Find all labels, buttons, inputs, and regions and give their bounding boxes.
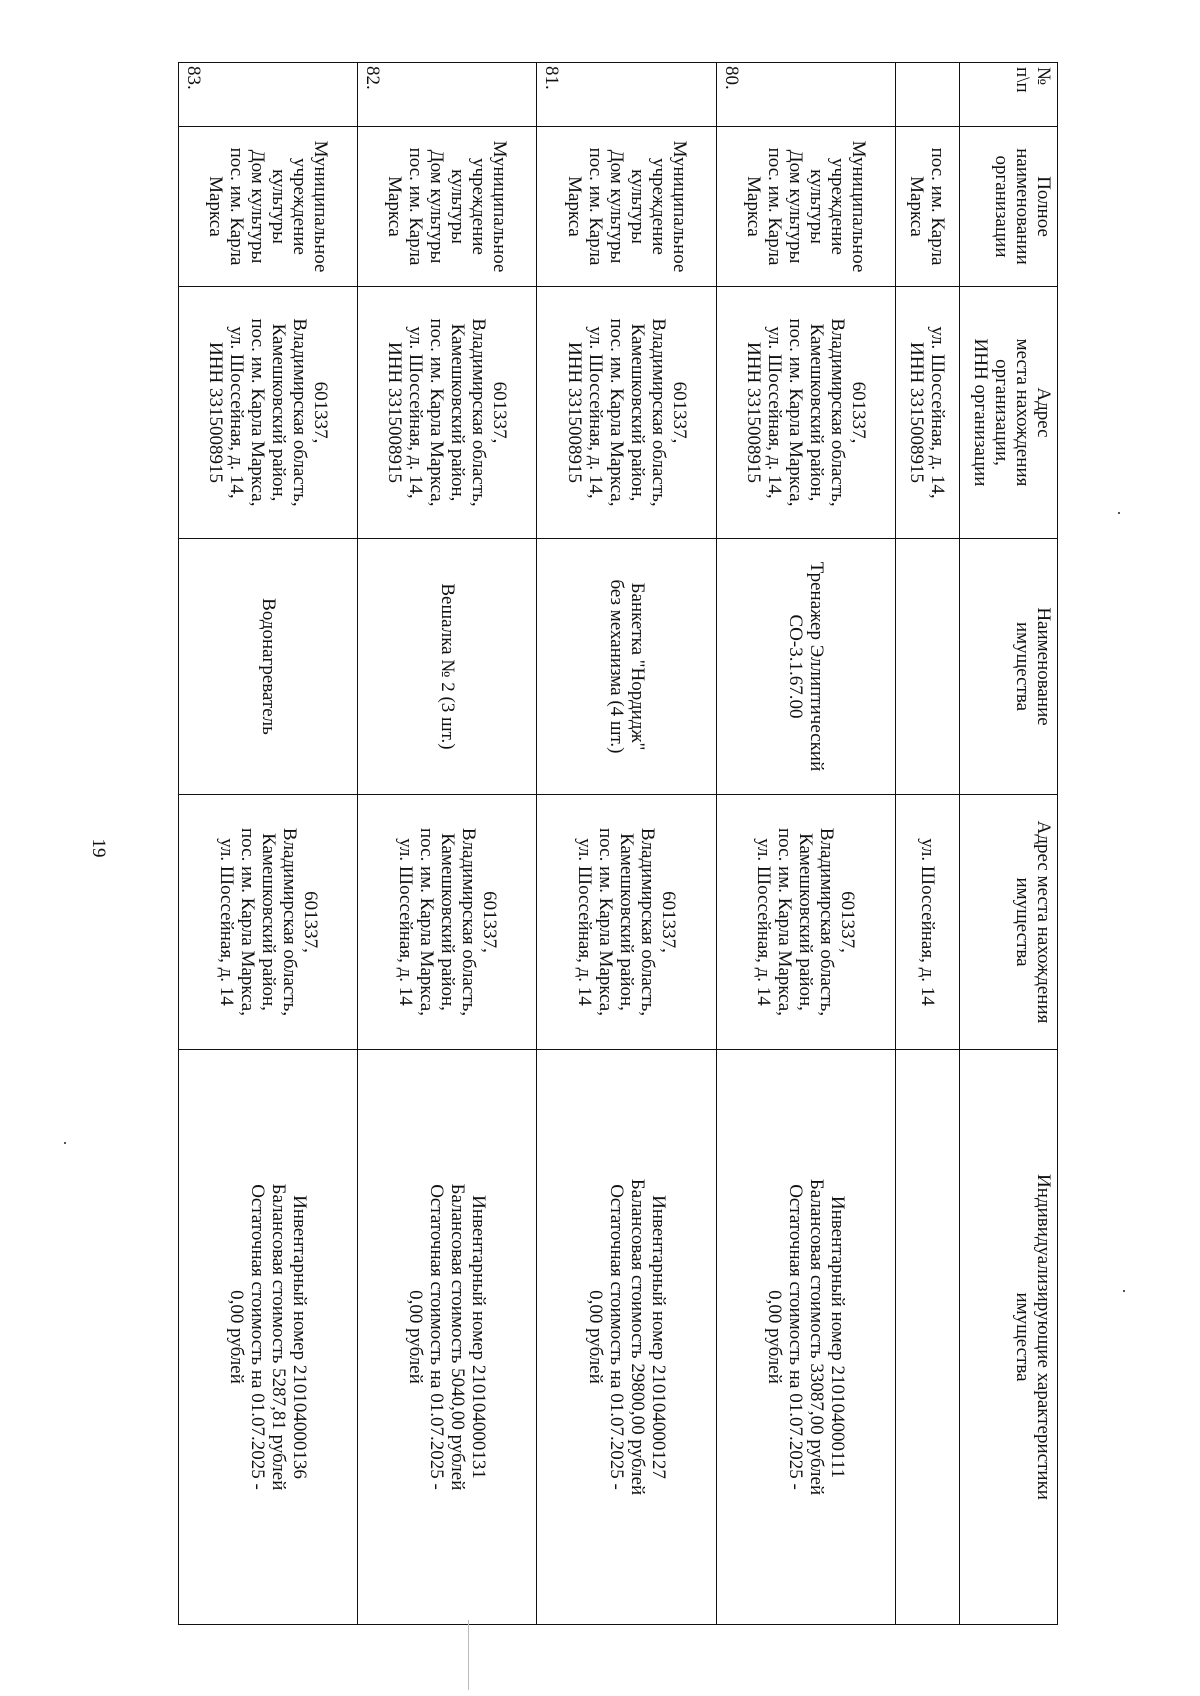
cell-org-name-line: Дом культуры [426, 149, 448, 264]
cell-org-address-line: пос. им. Карла Маркса, [605, 318, 627, 507]
cell-org-address-line: Камешковский район, [626, 323, 648, 502]
cell-characteristics-line: Остаточная стоимость на 01.07.2025 - [426, 1184, 448, 1490]
cell-characteristics-line: Инвентарный номер 210104000136 [289, 1195, 311, 1479]
cell-org-address [537, 287, 716, 539]
cell-property-name-line: Банкетка "Нордидж" [626, 582, 648, 751]
cell-property-address [179, 795, 358, 1050]
cell-org-address [358, 287, 537, 539]
cell-characteristics-line: Остаточная стоимость на 01.07.2025 - [605, 1184, 627, 1490]
cell-property-name-line: Вешалка № 2 (3 шт.) [436, 583, 458, 750]
property-table [178, 62, 1058, 1625]
cell-org-address [895, 287, 959, 539]
cell-property-address-line: Камешковский район, [795, 833, 817, 1011]
column-header-property-address [959, 795, 1057, 1050]
cell-org-name-line: пос. им. Карла [405, 147, 427, 266]
property-table-body [179, 63, 1058, 1625]
cell-property-address-line: ул. Шоссейная, д. 14 [574, 838, 596, 1006]
cell-property-address-line: ул. Шоссейная, д. 14 [753, 838, 775, 1006]
cell-property-address-line: Камешковский район, [257, 833, 279, 1011]
cell-num: 80. [716, 63, 895, 127]
column-header-org-name [959, 127, 1057, 287]
column-header-line: Адрес [1033, 387, 1054, 438]
cell-org-address-line: Камешковский район, [447, 323, 469, 502]
cell-characteristics [895, 1050, 959, 1625]
cell-org-name [895, 127, 959, 287]
cell-org-address-line: ИНН 3315008915 [205, 342, 227, 483]
cell-property-address [716, 795, 895, 1050]
cell-property-address-line: 601337, [478, 891, 500, 953]
scan-mark [468, 1620, 469, 1690]
cell-org-name-line: культуры [447, 169, 469, 244]
cell-property-name [179, 539, 358, 795]
cell-characteristics-line: 0,00 рублей [584, 1290, 606, 1384]
table-row [537, 63, 716, 1625]
cell-characteristics-line: 0,00 рублей [405, 1290, 427, 1384]
cell-property-name-line: Тренажер Эллиптический [805, 561, 827, 772]
cell-property-address-line: Владимирская область, [637, 827, 659, 1017]
column-header-line: наименовании [1012, 148, 1033, 265]
column-header-line: организации, [991, 359, 1012, 466]
cell-property-address-line: ул. Шоссейная, д. 14 [916, 838, 938, 1006]
cell-org-name-line: пос. им. Карла [763, 147, 785, 266]
cell-org-address-line: Камешковский район, [268, 323, 290, 502]
cell-characteristics-line: Остаточная стоимость на 01.07.2025 - [247, 1184, 269, 1490]
cell-org-name-line: пос. им. Карла [584, 147, 606, 266]
cell-characteristics [358, 1050, 537, 1625]
column-header-line: Полное [1033, 176, 1054, 237]
cell-property-name-line: без механизма (4 шт.) [605, 579, 627, 754]
cell-property-address-line: 601337, [299, 891, 321, 953]
cell-org-name-line: Муниципальное [847, 140, 869, 273]
cell-org-address-line: ИНН 3315008915 [906, 342, 928, 483]
cell-characteristics-line: Балансовая стоимость 5040,00 рублей [447, 1183, 469, 1491]
cell-org-address-line: Владимирская область, [468, 318, 490, 507]
cell-property-name-line: СО-3.1.67.00 [784, 614, 806, 719]
cell-characteristics-line: Балансовая стоимость 29800,00 рублей [626, 1178, 648, 1496]
cell-property-name [716, 539, 895, 795]
table-row [716, 63, 895, 1625]
cell-org-name-line: Дом культуры [605, 149, 627, 264]
cell-characteristics-line: 0,00 рублей [763, 1290, 785, 1384]
column-header-line: Наименование [1033, 607, 1054, 726]
cell-property-name [895, 539, 959, 795]
cell-org-address-line: пос. им. Карла Маркса, [247, 318, 269, 507]
cell-property-address-line: 601337, [658, 891, 680, 953]
cell-org-address-line: ул. Шоссейная, д. 14, [584, 326, 606, 499]
cell-org-name-line: Маркса [563, 176, 585, 237]
cell-property-address-line: ул. Шоссейная, д. 14 [394, 838, 416, 1006]
cell-org-name-line: учреждение [826, 158, 848, 255]
cell-org-name [358, 127, 537, 287]
cell-property-address [358, 795, 537, 1050]
table-row-continuation [895, 63, 959, 1625]
column-header-line: имущества [1012, 621, 1033, 712]
cell-characteristics-line: 0,00 рублей [226, 1290, 248, 1384]
cell-property-name [537, 539, 716, 795]
cell-org-address-line: 601337, [489, 381, 511, 444]
cell-org-name-line: культуры [805, 169, 827, 244]
cell-org-address-line: пос. им. Карла Маркса, [426, 318, 448, 507]
cell-org-address-line: ул. Шоссейная, д. 14, [226, 326, 248, 499]
cell-num: 83. [179, 63, 358, 127]
table-row [358, 63, 537, 1625]
cell-property-address-line: Камешковский район, [616, 833, 638, 1011]
column-header-characteristics [959, 1050, 1057, 1625]
cell-org-name-line: учреждение [647, 158, 669, 255]
cell-num [895, 63, 959, 127]
cell-org-address-line: ул. Шоссейная, д. 14, [405, 326, 427, 499]
cell-org-address-line: ИНН 3315008915 [384, 342, 406, 483]
cell-characteristics-line: Инвентарный номер 210104000111 [826, 1195, 848, 1479]
cell-org-address-line: Владимирская область, [289, 318, 311, 507]
column-header-line: имущества [1012, 1292, 1033, 1382]
cell-characteristics-line: Балансовая стоимость 33087,00 рублей [805, 1178, 827, 1496]
column-header-line: п\п [1012, 67, 1033, 93]
column-header-line: Адрес места нахождения [1033, 820, 1054, 1024]
cell-org-name-line: Муниципальное [489, 140, 511, 273]
cell-org-name-line: Муниципальное [668, 140, 690, 273]
cell-org-address [716, 287, 895, 539]
cell-property-address-line: Камешковский район, [436, 833, 458, 1011]
cell-property-address-line: пос. им. Карла Маркса, [415, 828, 437, 1016]
cell-property-address-line: 601337, [837, 891, 859, 953]
cell-org-name-line: Дом культуры [784, 149, 806, 264]
cell-property-address-line: Владимирская область, [457, 827, 479, 1017]
cell-characteristics-line: Инвентарный номер 210104000131 [468, 1195, 490, 1479]
cell-org-address-line: ИНН 3315008915 [742, 342, 764, 483]
cell-num: 82. [358, 63, 537, 127]
cell-org-address-line: 601337, [310, 381, 332, 444]
rotated-table-wrapper [178, 62, 1058, 1624]
table-header-row [959, 63, 1057, 1625]
cell-property-address [537, 795, 716, 1050]
cell-property-address [895, 795, 959, 1050]
cell-num: 81. [537, 63, 716, 127]
cell-org-name [716, 127, 895, 287]
cell-property-address-line: пос. им. Карла Маркса, [236, 828, 258, 1016]
cell-org-name-line: Маркса [906, 176, 928, 237]
column-header-line: № [1033, 67, 1054, 86]
cell-characteristics [179, 1050, 358, 1625]
cell-property-address-line: пос. им. Карла Маркса, [774, 828, 796, 1016]
scan-mark [1118, 512, 1120, 514]
cell-org-address-line: пос. им. Карла Маркса, [784, 318, 806, 507]
cell-org-name-line: культуры [626, 169, 648, 244]
column-header-line: ИНН организации [970, 338, 991, 487]
cell-org-name [179, 127, 358, 287]
cell-property-name-line: Водонагреватель [257, 598, 279, 735]
cell-characteristics-line: Инвентарный номер 210104000127 [647, 1195, 669, 1479]
page-number: 19 [88, 838, 109, 858]
cell-org-address-line: 601337, [668, 381, 690, 444]
column-header-line: места нахождения [1012, 338, 1033, 487]
cell-org-name-line: пос. им. Карла [226, 147, 248, 266]
cell-property-name [358, 539, 537, 795]
cell-org-name-line: пос. им. Карла [927, 147, 949, 266]
cell-org-name-line: учреждение [289, 158, 311, 255]
cell-property-address-line: Владимирская область, [816, 827, 838, 1017]
cell-org-name-line: культуры [268, 169, 290, 244]
cell-org-name-line: Маркса [205, 176, 227, 237]
column-header-org-address [959, 287, 1057, 539]
table-row [179, 63, 358, 1625]
column-header-line: организации [991, 155, 1012, 258]
column-header-line: Индивидуализирующие характеристики [1033, 1174, 1054, 1500]
column-header-line: имущества [1012, 877, 1033, 967]
scan-mark [64, 1142, 66, 1144]
cell-org-name-line: учреждение [468, 158, 490, 255]
column-header-property-name [959, 539, 1057, 795]
document-page [178, 62, 1058, 1624]
cell-org-name-line: Маркса [742, 176, 764, 237]
cell-org-address-line: Камешковский район, [805, 323, 827, 502]
column-header-num [959, 63, 1057, 127]
cell-org-address-line: 601337, [847, 381, 869, 444]
cell-org-address-line: Владимирская область, [826, 318, 848, 507]
cell-org-address-line: Владимирская область, [647, 318, 669, 507]
cell-org-name [537, 127, 716, 287]
cell-characteristics [716, 1050, 895, 1625]
cell-characteristics-line: Балансовая стоимость 5287,81 рублей [268, 1183, 290, 1491]
scan-mark [1123, 1290, 1125, 1292]
cell-org-name-line: Маркса [384, 176, 406, 237]
cell-property-address-line: ул. Шоссейная, д. 14 [215, 838, 237, 1006]
cell-org-address-line: ул. Шоссейная, д. 14, [927, 326, 949, 499]
cell-org-name-line: Дом культуры [247, 149, 269, 264]
cell-characteristics-line: Остаточная стоимость на 01.07.2025 - [784, 1184, 806, 1490]
cell-org-address-line: ул. Шоссейная, д. 14, [763, 326, 785, 499]
cell-org-address-line: ИНН 3315008915 [563, 342, 585, 483]
cell-org-address [179, 287, 358, 539]
cell-property-address-line: Владимирская область, [278, 827, 300, 1017]
cell-property-address-line: пос. им. Карла Маркса, [595, 828, 617, 1016]
cell-characteristics [537, 1050, 716, 1625]
cell-org-name-line: Муниципальное [310, 140, 332, 273]
